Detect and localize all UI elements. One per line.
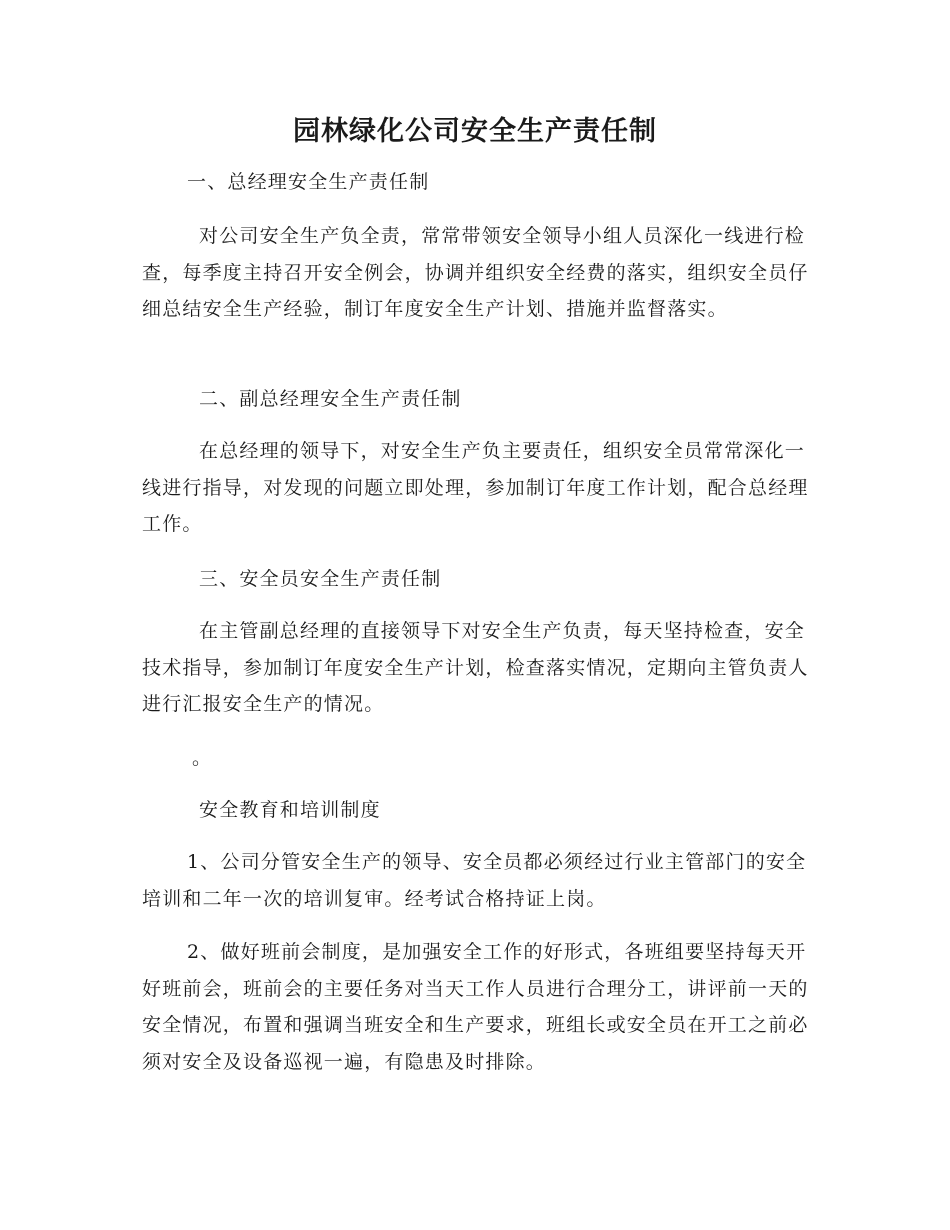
- section-heading-safety-training: 安全教育和培训制度: [199, 799, 381, 821]
- paragraph-deputy-general-manager: 在总经理的领导下，对安全生产负主要责任，组织安全员常常深化一线进行指导，对发现的问题立即处理，参加制订年度工作计划，配合总经理工作。: [142, 440, 809, 535]
- document-title: 园林绿化公司安全生产责任制: [293, 116, 657, 147]
- section-heading-general-manager: 一、总经理安全生产责任制: [187, 171, 430, 193]
- section-heading-deputy-general-manager: 二、副总经理安全生产责任制: [199, 388, 462, 410]
- paragraph-training-item-1: 1、公司分管安全生产的领导、安全员都必须经过行业主管部门的安全培训和二年一次的培训复审。经考试合格持证上岗。: [142, 851, 807, 910]
- paragraph-safety-officer: 在主管副总经理的直接领导下对安全生产负责，每天坚持检查，安全技术指导，参加制订年度安全生产计划，检查落实情况，定期向主管负责人进行汇报安全生产的情况。: [142, 620, 809, 715]
- paragraph-training-item-2: 2、做好班前会制度，是加强安全工作的好形式，各班组要坚持每天开好班前会，班前会的主要任务对当天工作人员进行合理分工，讲评前一天的安全情况，布置和强调当班安全和生产要求，班组长或安全员在开工之前必须对安全及设备巡视一遍，有隐患及时排除。: [142, 941, 809, 1073]
- paragraph-general-manager: 对公司安全生产负全责，常常带领安全领导小组人员深化一线进行检查，每季度主持召开安全例会，协调并组织安全经费的落实，组织安全员仔细总结安全生产经验，制订年度安全生产计划、措施并监督落实。: [142, 225, 809, 320]
- paragraph-separator-dot: 。: [192, 747, 213, 769]
- section-heading-safety-officer: 三、安全员安全生产责任制: [199, 568, 442, 590]
